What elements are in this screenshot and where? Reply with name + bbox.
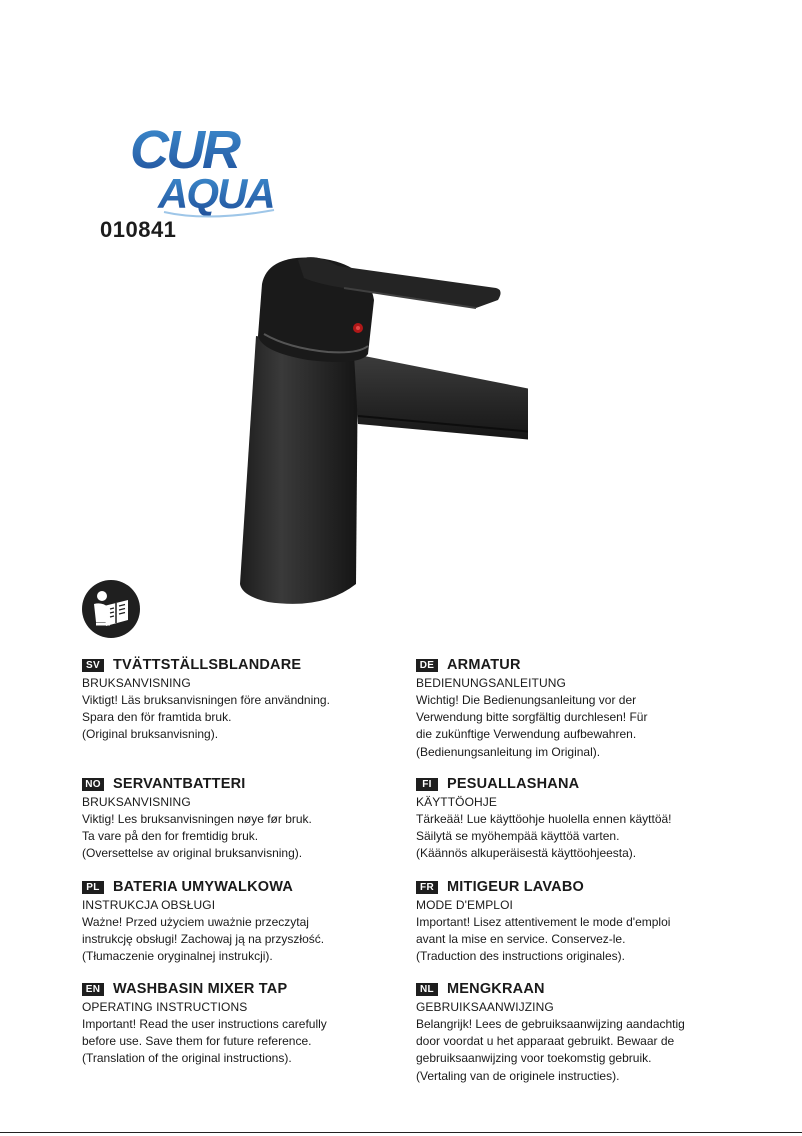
lang-badge: PL [82,881,104,894]
logo-text-line2: AQUA [158,170,274,217]
text-line: gebruiksaanwijzing voor toekomstig gebruik. [416,1051,652,1066]
section-text [82,1016,412,1068]
lang-badge: FI [416,778,438,791]
text-line: (Bedienungsanleitung im Original). [416,744,601,759]
section-text [416,914,746,966]
section-fi [416,774,746,863]
text-line: (Translation of the original instructions). [82,1051,292,1066]
text-line: die zukünftige Verwendung aufbewahren. [416,727,637,742]
section-en [82,979,412,1068]
section-sv [82,655,412,744]
section-fr [416,877,746,966]
section-title: TVÄTTSTÄLLSBLANDARE [113,657,302,673]
text-line: Belangrijk! Lees de gebruiksaanwijzing aandachtig [416,1017,685,1031]
text-line: Ta vare på den for fremtidig bruk. [82,829,259,844]
curaqua-logo [128,116,280,220]
text-line: Verwendung bitte sorgfältig durchlesen! Für [416,710,648,725]
article-number: 010841 [100,217,177,242]
section-text [82,692,412,744]
text-line: Spara den för framtida bruk. [82,710,232,725]
section-title: MITIGEUR LAVABO [447,879,584,895]
text-line: door voordat u het apparaat gebruikt. Bewaar de [416,1034,675,1049]
section-title: BATERIA UMYWALKOWA [113,879,294,895]
section-title: WASHBASIN MIXER TAP [113,981,288,997]
text-line: (Käännös alkuperäisestä käyttöohjeesta). [416,846,637,861]
lang-badge: EN [82,983,104,996]
section-nl [416,979,746,1085]
section-subtitle: BRUKSANVISNING [82,795,191,809]
section-subtitle: KÄYTTÖOHJE [416,795,498,809]
lang-badge: FR [416,881,438,894]
text-line: Ważne! Przed użyciem uważnie przeczytaj [82,915,309,929]
text-line: avant la mise en service. Conservez-le. [416,932,626,947]
text-line: Viktig! Les bruksanvisningen nøye før bruk. [82,812,312,826]
section-title: ARMATUR [447,657,521,673]
section-title: PESUALLASHANA [447,776,580,792]
bottom-rule [0,1132,802,1133]
text-line: Wichtig! Die Bedienungsanleitung vor der [416,693,637,707]
text-line: instrukcję obsługi! Zachowaj ją na przyszłość. [82,932,325,947]
text-line: (Tłumaczenie oryginalnej instrukcji). [82,949,273,964]
section-text [416,1016,746,1085]
text-line: Viktigt! Läs bruksanvisningen före användning. [82,693,330,707]
section-text [416,692,746,761]
section-subtitle: GEBRUIKSAANWIJZING [416,1000,554,1014]
text-line: (Vertaling van de originele instructies). [416,1068,620,1083]
lang-badge: SV [82,659,104,672]
text-line: before use. Save them for future reference. [82,1034,312,1049]
section-text [82,811,412,863]
text-line: (Oversettelse av original bruksanvisning). [82,846,303,861]
lang-badge: NO [82,778,104,791]
section-subtitle: MODE D'EMPLOI [416,898,513,912]
text-line: Tärkeää! Lue käyttöohje huolella ennen käyttöä! [416,812,672,826]
section-title: MENGKRAAN [447,981,545,997]
section-text [82,914,412,966]
text-line: Important! Read the user instructions carefully [82,1017,327,1031]
section-subtitle: INSTRUKCJA OBSŁUGI [82,898,216,912]
section-de [416,655,746,761]
section-no [82,774,412,863]
text-line: Säilytä se myöhempää käyttöä varten. [416,829,620,844]
text-line: (Traduction des instructions originales). [416,949,625,964]
text-line: Important! Lisez attentivement le mode d'emploi [416,915,671,929]
section-text [416,811,746,863]
section-pl [82,877,412,966]
lang-badge: NL [416,983,438,996]
basin-mixer-tap-image [228,244,528,616]
section-subtitle: BRUKSANVISNING [82,676,191,690]
section-subtitle: BEDIENUNGSANLEITUNG [416,676,566,690]
read-manual-icon [82,580,140,638]
lang-badge: DE [416,659,438,672]
section-subtitle: OPERATING INSTRUCTIONS [82,1000,248,1014]
section-title: SERVANTBATTERI [113,776,246,792]
logo-text-line1: CUR [130,120,238,180]
text-line: (Original bruksanvisning). [82,727,219,742]
